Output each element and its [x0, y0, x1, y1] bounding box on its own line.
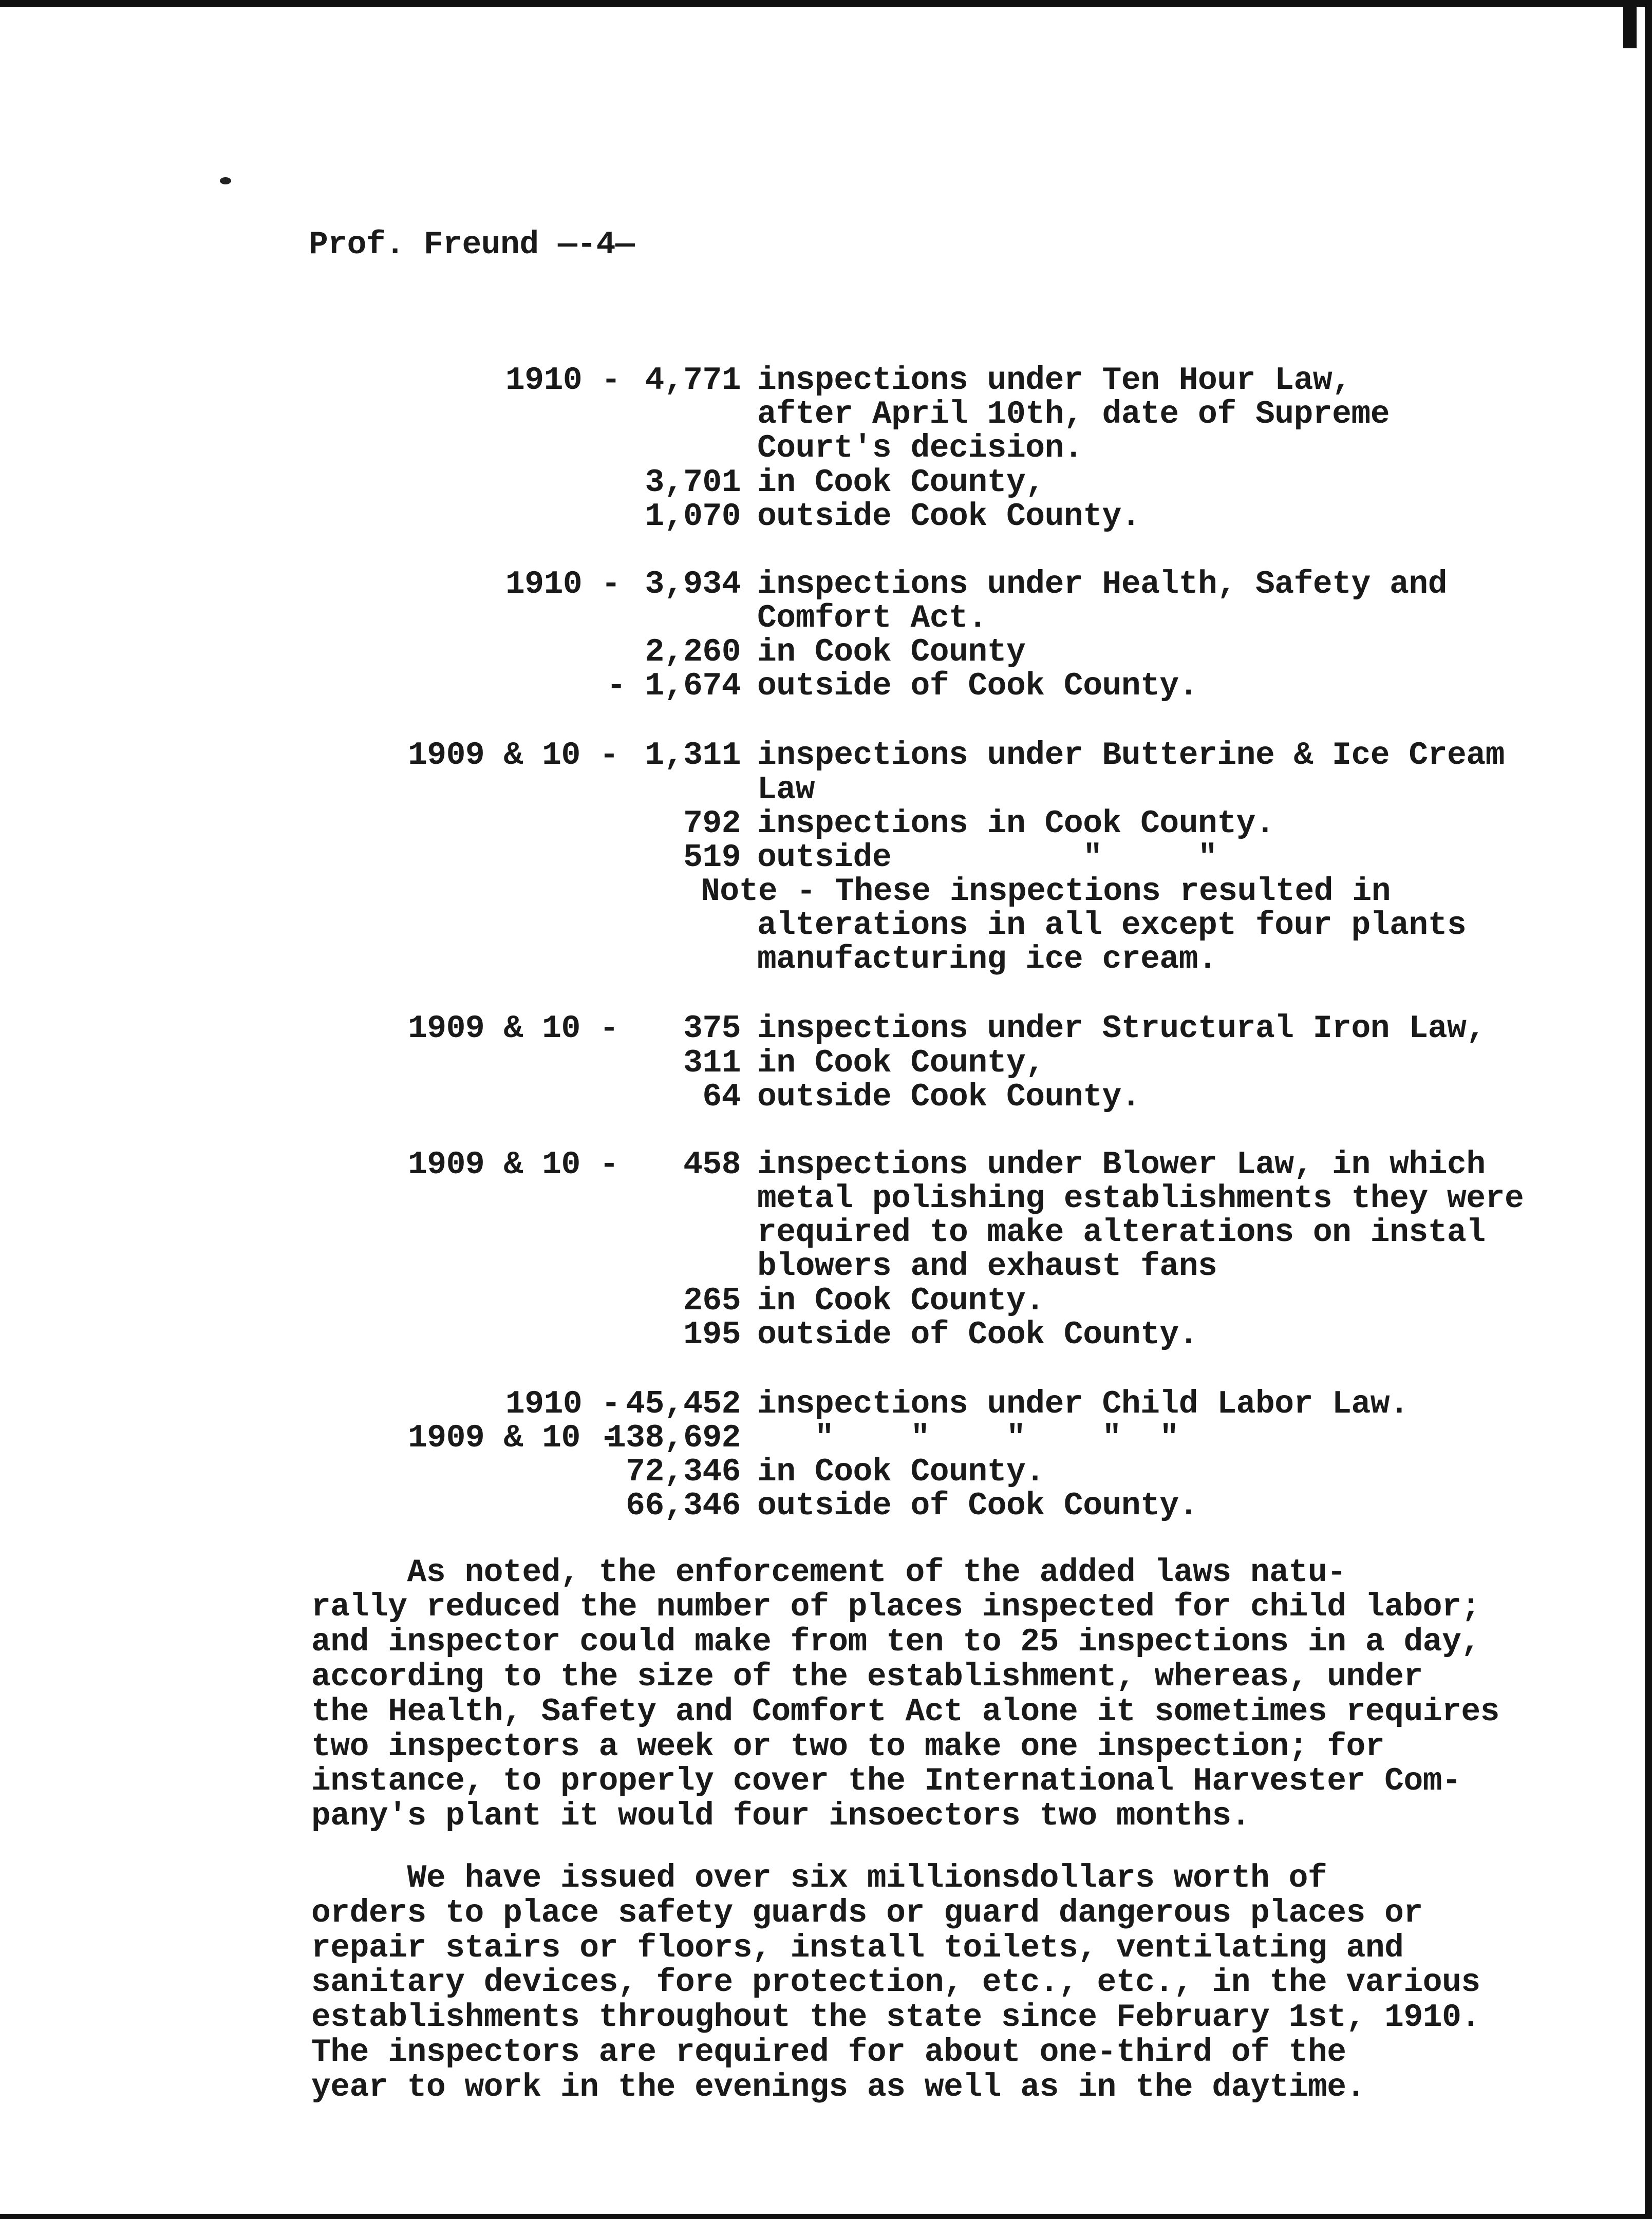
scan-border-bottom	[0, 2214, 1652, 2219]
inspection-description: inspections under Health, Safety and	[757, 566, 1448, 603]
paragraph-line: rally reduced the number of places inspected for child labor;	[311, 1589, 1480, 1625]
inspection-description: in Cook County.	[757, 1454, 1045, 1490]
paragraph-line: We have issued over six millionsdollars worth of	[311, 1860, 1327, 1896]
year-label: 1909 & 10 -	[408, 737, 619, 774]
inspection-description: in Cook County	[757, 634, 1026, 670]
paragraph-line: establishments throughout the state since February 1st, 1910.	[311, 1999, 1480, 2036]
inspection-count: - 1,674	[606, 668, 741, 704]
inspection-description: outside " "	[757, 839, 1217, 876]
year-label: 1909 & 10 -	[408, 1146, 619, 1183]
note-text: Note - These inspections resulted in	[701, 873, 1391, 910]
paragraph-line: sanitary devices, fore protection, etc., etc., in the various	[311, 1964, 1480, 2001]
inspection-count: 375	[683, 1010, 741, 1047]
inspection-count: 311	[683, 1045, 741, 1081]
inspection-count: 45,452	[626, 1386, 741, 1422]
scan-mark	[1623, 7, 1637, 48]
inspection-count: 138,692	[606, 1420, 741, 1456]
inspection-description: " " " " "	[757, 1420, 1179, 1456]
inspection-count: 2,260	[645, 634, 741, 670]
inspection-count: 3,701	[645, 464, 741, 501]
inspection-description: alterations in all except four plants	[757, 907, 1467, 944]
inspection-description: after April 10th, date of Supreme	[757, 396, 1390, 432]
paragraph-line: according to the size of the establishment, whereas, under	[311, 1659, 1423, 1695]
inspection-count: 64	[702, 1079, 741, 1115]
inspection-count: 1,070	[645, 498, 741, 535]
page-header: Prof. Freund —-4—	[309, 227, 635, 263]
inspection-count: 72,346	[626, 1454, 741, 1490]
paragraph-line: orders to place safety guards or guard dangerous places or	[311, 1895, 1423, 1931]
inspection-description: Law	[757, 772, 815, 808]
inspection-description: inspections under Blower Law, in which	[757, 1146, 1486, 1183]
inspection-description: outside Cook County.	[757, 498, 1141, 535]
paragraph-line: pany's plant it would four insoectors two months.	[311, 1798, 1251, 1834]
paragraph-line: the Health, Safety and Comfort Act alone it sometimes requires	[311, 1694, 1499, 1730]
inspection-description: outside of Cook County.	[757, 1317, 1198, 1353]
inspection-count: 4,771	[645, 362, 741, 399]
inspection-description: inspections under Butterine & Ice Cream	[757, 737, 1505, 774]
year-label: 1910 -	[505, 566, 621, 603]
inspection-description: in Cook County.	[757, 1283, 1045, 1319]
inspection-description: inspections in Cook County.	[757, 805, 1275, 842]
inspection-description: required to make alterations on instal	[757, 1214, 1486, 1251]
paragraph-line: two inspectors a week or two to make one inspection; for	[311, 1728, 1385, 1765]
inspection-description: outside of Cook County.	[757, 668, 1198, 704]
inspection-description: inspections under Structural Iron Law,	[757, 1010, 1486, 1047]
inspection-count: 519	[683, 839, 741, 876]
inspection-count: 195	[683, 1317, 741, 1353]
year-label: 1910 -	[505, 1386, 621, 1422]
inspection-count: 3,934	[645, 566, 741, 603]
inspection-description: inspections under Child Labor Law.	[757, 1386, 1409, 1422]
scan-border-right	[1645, 0, 1652, 2219]
inspection-description: outside of Cook County.	[757, 1488, 1198, 1524]
inspection-description: in Cook County,	[757, 464, 1045, 501]
paragraph-line: repair stairs or floors, install toilets, ventilating and	[311, 1930, 1404, 1966]
inspection-description: inspections under Ten Hour Law,	[757, 362, 1351, 399]
inspection-count: 265	[683, 1283, 741, 1319]
scan-border-top	[0, 0, 1652, 7]
inspection-count: 66,346	[626, 1488, 741, 1524]
paragraph-line: and inspector could make from ten to 25 inspections in a day,	[311, 1624, 1480, 1660]
inspection-description: manufacturing ice cream.	[757, 941, 1217, 977]
inspection-description: Comfort Act.	[757, 600, 987, 636]
paragraph-line: year to work in the evenings as well as in the daytime.	[311, 2069, 1365, 2105]
inspection-count: 792	[683, 805, 741, 842]
paragraph-line: The inspectors are required for about one-third of the	[311, 2034, 1346, 2071]
paragraph-line: instance, to properly cover the International Harvester Com-	[311, 1763, 1461, 1799]
inspection-description: blowers and exhaust fans	[757, 1248, 1217, 1285]
inspection-count: 1,311	[645, 737, 741, 774]
inspection-description: metal polishing establishments they were	[757, 1180, 1524, 1217]
ink-speck	[220, 177, 231, 184]
inspection-count: 458	[683, 1146, 741, 1183]
inspection-description: outside Cook County.	[757, 1079, 1141, 1115]
year-label: 1909 & 10 -	[408, 1420, 619, 1456]
paragraph-line: As noted, the enforcement of the added laws natu-	[311, 1554, 1346, 1591]
inspection-description: Court's decision.	[757, 430, 1083, 466]
year-label: 1910 -	[505, 362, 621, 399]
inspection-description: in Cook County,	[757, 1045, 1045, 1081]
year-label: 1909 & 10 -	[408, 1010, 619, 1047]
